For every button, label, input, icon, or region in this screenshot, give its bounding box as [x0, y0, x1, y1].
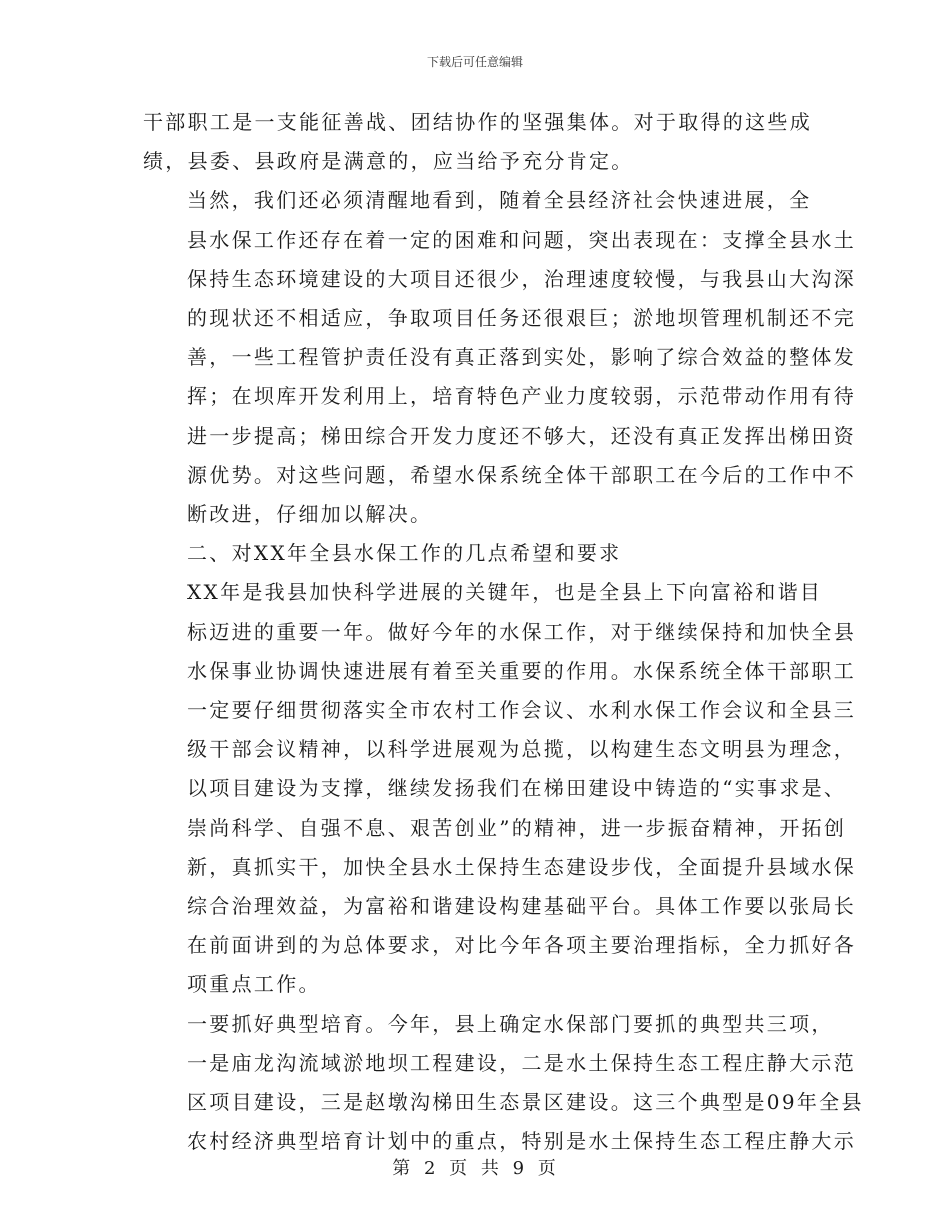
text-line: XX年是我县加快科学进展的关键年，也是全县上下向富裕和谐目 [187, 580, 823, 605]
document-body [143, 103, 864, 1161]
text-line: 区项目建设，三是赵墩沟梯田生态景区建设。这三个典型是09年全县 [187, 1090, 864, 1115]
text-line: 进一步提高；梯田综合开发力度还不够大，还没有真正发挥出梯田资 [187, 423, 856, 448]
text-line: 二、对XX年全县水保工作的几点希望和要求 [187, 541, 622, 566]
text-line: 挥；在坝库开发利用上，培育特色产业力度较弱，示范带动作用有待 [187, 384, 856, 409]
footer-total-word: 共 [480, 1158, 501, 1179]
text-line: 项重点工作。 [187, 972, 321, 997]
paragraph [143, 573, 856, 1004]
footer-prefix: 第 [392, 1158, 413, 1179]
footer-page-word: 页 [449, 1158, 470, 1179]
text-line: 干部职工是一支能征善战、团结协作的坚强集体。对于取得的这些成 [143, 110, 812, 134]
text-line: 断改进，仔细加以解决。 [187, 502, 433, 527]
text-line: 绩，县委、县政府是满意的，应当给予充分肯定。 [143, 149, 634, 174]
paragraph [143, 103, 812, 181]
footer-current-page: 2 [423, 1158, 438, 1179]
text-line: 的现状还不相适应，争取项目任务还很艰巨；淤地坝管理机制还不完 [187, 306, 856, 331]
text-line: 标迈进的重要一年。做好今年的水保工作，对于继续保持和加快全县 [187, 619, 856, 644]
text-line: 综合治理效益，为富裕和谐建设构建基础平台。具体工作要以张局长 [187, 894, 856, 919]
text-line: 级干部会议精神，以科学进展观为总揽，以构建生态文明县为理念， [187, 737, 856, 762]
text-line: 崇尚科学、自强不息、艰苦创业”的精神，进一步振奋精神，开拓创 [187, 815, 847, 840]
page-header: 下载后可任意编辑 [426, 55, 523, 69]
text-line: 县水保工作还存在着一定的困难和问题，突出表现在：支撑全县水土 [187, 227, 856, 252]
paragraph [143, 1005, 864, 1162]
text-line: 当然，我们还必须清醒地看到，随着全县经济社会快速进展，全 [187, 188, 812, 213]
text-line: 农村经济典型培育计划中的重点，特别是水土保持生态工程庄静大示 [187, 1129, 856, 1154]
paragraph [143, 181, 856, 534]
text-line: 源优势。对这些问题，希望水保系统全体干部职工在今后的工作中不 [187, 462, 856, 487]
text-line: 一定要仔细贯彻落实全市农村工作会议、水利水保工作会议和全县三 [187, 698, 856, 723]
text-line: 水保事业协调快速进展有着至关重要的作用。水保系统全体干部职工 [187, 658, 856, 683]
footer-total-pages: 9 [512, 1158, 527, 1179]
text-line: 一是庙龙沟流域淤地坝工程建设，二是水土保持生态工程庄静大示范 [187, 1050, 856, 1075]
text-line: 保持生态环境建设的大项目还很少，治理速度较慢，与我县山大沟深 [187, 266, 856, 291]
text-line: 善，一些工程管护责任没有真正落到实处，影响了综合效益的整体发 [187, 345, 856, 370]
page-footer [0, 1154, 950, 1180]
footer-suffix: 页 [537, 1158, 558, 1179]
text-line: 在前面讲到的为总体要求，对比今年各项主要治理指标，全力抓好各 [187, 933, 856, 958]
text-line: 新，真抓实干，加快全县水土保持生态建设步伐，全面提升县域水保 [187, 854, 856, 879]
text-line: 以项目建设为支撑，继续发扬我们在梯田建设中铸造的“实事求是、 [187, 776, 847, 801]
paragraph [143, 534, 803, 573]
text-line: 一要抓好典型培育。今年，县上确定水保部门要抓的典型共三项， [187, 1011, 834, 1036]
